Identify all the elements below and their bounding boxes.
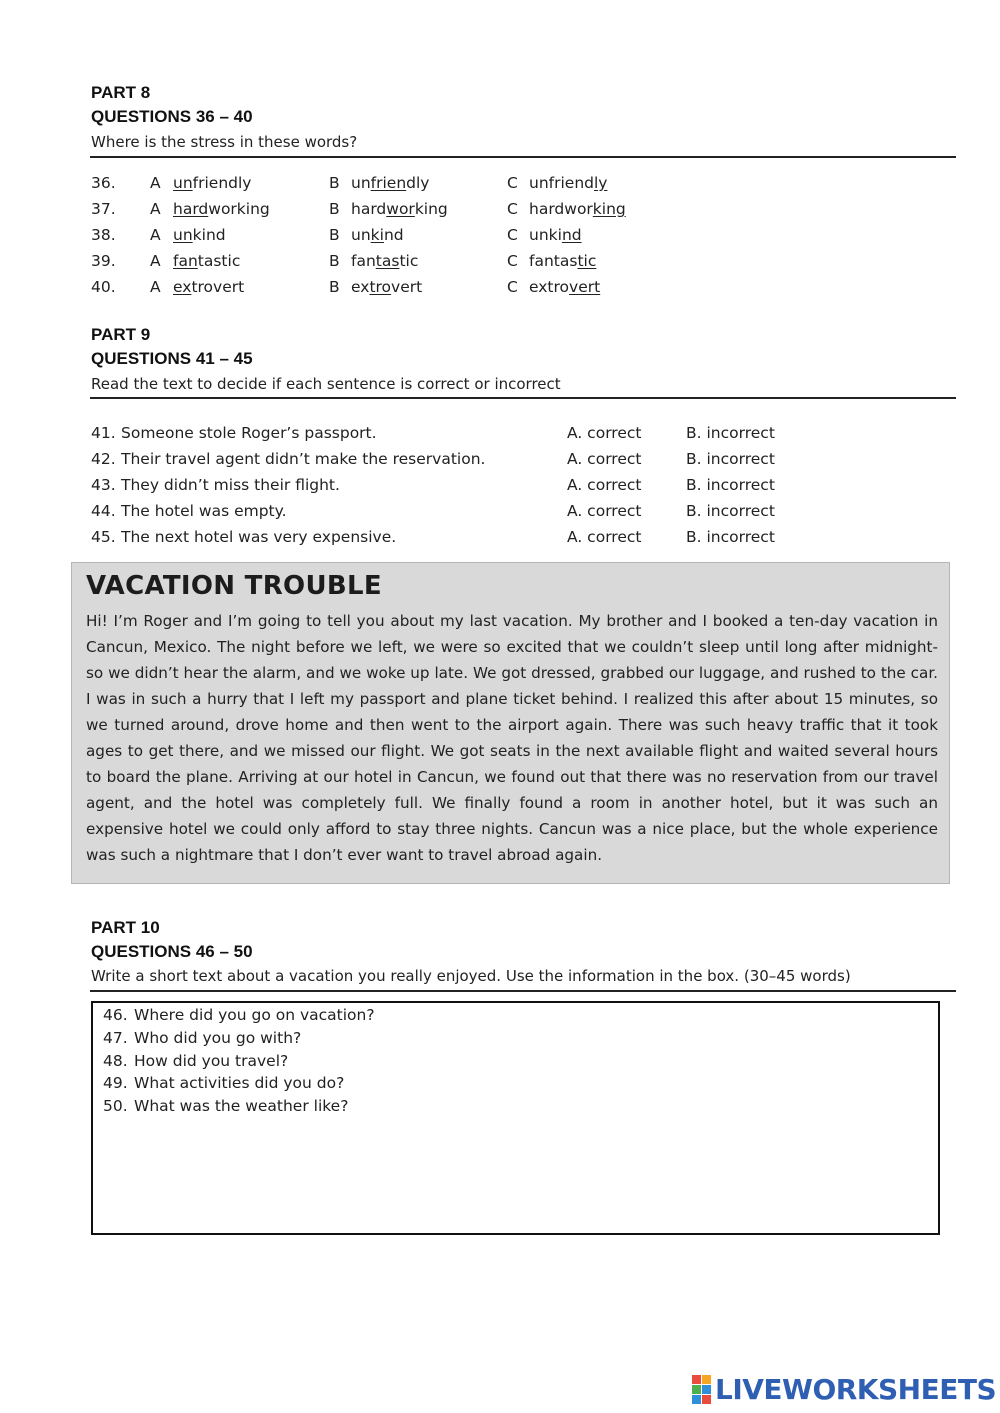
word-part-stressed: tro (369, 278, 392, 296)
option-a-word[interactable] (173, 278, 244, 296)
option-c-word[interactable] (529, 278, 600, 296)
word-part-pre: fan (351, 252, 376, 270)
word-part-post: trovert (191, 278, 245, 296)
reading-passage-text: Hi! I’m Roger and I’m going to tell you about my last vacation. My brother and I booked a ten-day vacation in Cancun, Mexico. The night before we left, we were so excited that we couldn’t sleep until long after midnight-so we didn’t hear the alarm, and we woke up late. We got dressed, grabbed our luggage, and rushed to the car. I was in such a hurry that I left my passport and plane ticket behind. I realized this after about 15 minutes, so we turned around, drove home and then went to the airport again. There was such heavy traffic that it took ages to get there, and we missed our flight. We got seats in the next available flight and waited several hours to board the plane. Arriving at our hotel in Cancun, we found out that there was no reservation from our travel agent, and the hotel was completely full. We finally found a room in another hotel, but it was such an expensive hotel we could only afford to stay three nights. Cancun was a nice place, but the whole experience was such a nightmare that I don’t ever want to travel abroad again. (86, 612, 938, 864)
question-number: 36. (91, 174, 116, 192)
part8-instruction: Where is the stress in these words? (91, 133, 358, 151)
word-part-pre: unki (529, 226, 562, 244)
prompt-text: How did you travel? (134, 1051, 289, 1070)
option-letter-c: C (507, 226, 518, 244)
word-part-stressed: ex (173, 278, 192, 296)
option-c-word[interactable] (529, 200, 626, 218)
writing-prompt (103, 1052, 288, 1070)
word-part-post: dly (406, 174, 430, 192)
question-number: 39. (91, 252, 116, 270)
part10-questions-range: QUESTIONS 46 – 50 (91, 942, 253, 961)
question-number: 41. (91, 424, 116, 442)
word-part-stressed: tic (577, 252, 597, 270)
liveworksheets-blocks-icon (692, 1375, 712, 1403)
question-number: 44. (91, 502, 116, 520)
part9-title: PART 9 (91, 325, 151, 344)
option-letter-b: B (329, 226, 340, 244)
answer-option-incorrect[interactable]: B. incorrect (686, 424, 775, 442)
part10-instruction: Write a short text about a vacation you really enjoyed. Use the information in the box. (30–45 words) (91, 967, 851, 985)
prompt-text: Where did you go on vacation? (134, 1006, 375, 1024)
option-a-word[interactable] (173, 252, 240, 270)
stress-row (0, 278, 1000, 302)
part9-instruction: Read the text to decide if each sentence is correct or incorrect (91, 375, 561, 393)
answer-option-incorrect[interactable]: B. incorrect (686, 450, 775, 468)
answer-option-correct[interactable]: A. correct (567, 502, 642, 520)
question-text: They didn’t miss their flight. (121, 476, 340, 494)
answer-option-incorrect[interactable]: B. incorrect (686, 476, 775, 494)
word-part-stressed: un (173, 226, 193, 244)
reading-passage-title: VACATION TROUBLE (86, 571, 382, 601)
answer-option-correct[interactable]: A. correct (567, 476, 642, 494)
prompt-number: 48. (103, 1051, 128, 1070)
answer-option-correct[interactable]: A. correct (567, 450, 642, 468)
word-part-stressed: frien (370, 174, 407, 192)
stress-row (0, 226, 1000, 250)
prompt-number: 47. (103, 1028, 128, 1047)
word-part-stressed: vert (569, 278, 601, 296)
option-a-word[interactable] (173, 174, 251, 192)
prompt-text: What activities did you do? (134, 1074, 345, 1093)
part8-divider (90, 156, 956, 158)
question-number: 45. (91, 528, 116, 546)
option-a-word[interactable] (173, 226, 226, 244)
word-part-pre: fantas (529, 252, 578, 270)
part8-title: PART 8 (91, 83, 151, 102)
logo-block-blue (702, 1385, 711, 1394)
part9-questions-range: QUESTIONS 41 – 45 (91, 349, 253, 368)
part8-questions-range: QUESTIONS 36 – 40 (91, 107, 253, 126)
word-part-pre: ex (351, 278, 370, 296)
logo-block-red (692, 1375, 701, 1384)
word-part-stressed: ki (370, 226, 384, 244)
word-part-post: friendly (192, 174, 252, 192)
stress-row (0, 252, 1000, 276)
part10-divider (90, 990, 956, 992)
option-letter-a: A (150, 226, 161, 244)
option-b-word[interactable] (351, 200, 448, 218)
word-part-pre: unfriend (529, 174, 594, 192)
question-text: Someone stole Roger’s passport. (121, 424, 377, 442)
word-part-pre: un (351, 226, 371, 244)
word-part-post: tic (399, 252, 419, 270)
stress-row (0, 174, 1000, 198)
question-row (0, 528, 1000, 552)
word-part-stressed: fan (173, 252, 198, 270)
question-number: 40. (91, 278, 116, 296)
question-number: 42. (91, 450, 116, 468)
option-a-word[interactable] (173, 200, 270, 218)
option-letter-a: A (150, 252, 161, 270)
prompt-number: 49. (103, 1074, 128, 1093)
answer-option-correct[interactable]: A. correct (567, 424, 642, 442)
writing-prompt (103, 1006, 375, 1024)
option-c-word[interactable] (529, 226, 582, 244)
option-c-word[interactable] (529, 252, 596, 270)
option-b-word[interactable] (351, 278, 422, 296)
writing-prompt (103, 1029, 301, 1047)
option-letter-b: B (329, 200, 340, 218)
prompt-text: What was the weather like? (134, 1097, 349, 1116)
option-b-word[interactable] (351, 174, 429, 192)
part9-divider (90, 397, 956, 399)
logo-block-blue-2 (692, 1395, 701, 1404)
option-letter-a: A (150, 200, 161, 218)
stress-row (0, 200, 1000, 224)
word-part-post: vert (391, 278, 423, 296)
liveworksheets-logo (692, 1372, 996, 1406)
word-part-pre: extro (529, 278, 570, 296)
option-letter-b: B (329, 252, 340, 270)
question-number: 37. (91, 200, 116, 218)
question-text: The next hotel was very expensive. (121, 528, 397, 546)
word-part-stressed: tas (375, 252, 400, 270)
prompt-number: 50. (103, 1097, 128, 1116)
question-number: 38. (91, 226, 116, 244)
option-c-word[interactable] (529, 174, 607, 192)
word-part-pre: hard (351, 200, 387, 218)
word-part-stressed: ly (593, 174, 608, 192)
answer-option-correct[interactable]: A. correct (567, 528, 642, 546)
answer-option-incorrect[interactable]: B. incorrect (686, 528, 775, 546)
answer-option-incorrect[interactable]: B. incorrect (686, 502, 775, 520)
word-part-pre: un (351, 174, 371, 192)
question-row (0, 502, 1000, 526)
option-b-word[interactable] (351, 252, 418, 270)
word-part-post: king (414, 200, 448, 218)
option-letter-c: C (507, 252, 518, 270)
option-b-word[interactable] (351, 226, 404, 244)
logo-block-red-2 (702, 1395, 711, 1404)
writing-prompt (103, 1097, 348, 1115)
word-part-stressed: king (592, 200, 626, 218)
option-letter-b: B (329, 174, 340, 192)
question-text: Their travel agent didn’t make the reservation. (121, 450, 486, 468)
option-letter-b: B (329, 278, 340, 296)
word-part-post: tastic (197, 252, 241, 270)
question-number: 43. (91, 476, 116, 494)
writing-answer-box[interactable] (91, 1001, 940, 1235)
question-text: The hotel was empty. (121, 502, 287, 520)
part10-title: PART 10 (91, 918, 160, 937)
writing-prompt (103, 1074, 344, 1092)
option-letter-a: A (150, 174, 161, 192)
liveworksheets-wordmark: LIVEWORKSHEETS (715, 1372, 997, 1406)
word-part-stressed: wor (386, 200, 415, 218)
prompt-text: Who did you go with? (134, 1028, 302, 1047)
word-part-post: working (208, 200, 270, 218)
prompt-number: 46. (103, 1006, 128, 1024)
question-row (0, 476, 1000, 500)
word-part-post: kind (192, 226, 226, 244)
word-part-post: nd (383, 226, 404, 244)
logo-block-orange (702, 1375, 711, 1384)
question-row (0, 424, 1000, 448)
option-letter-c: C (507, 278, 518, 296)
reading-passage-box (71, 562, 950, 884)
question-row (0, 450, 1000, 474)
word-part-stressed: hard (173, 200, 209, 218)
option-letter-c: C (507, 200, 518, 218)
option-letter-c: C (507, 174, 518, 192)
word-part-stressed: un (173, 174, 193, 192)
option-letter-a: A (150, 278, 161, 296)
word-part-pre: hardwor (529, 200, 593, 218)
word-part-stressed: nd (561, 226, 582, 244)
logo-block-green (692, 1385, 701, 1394)
